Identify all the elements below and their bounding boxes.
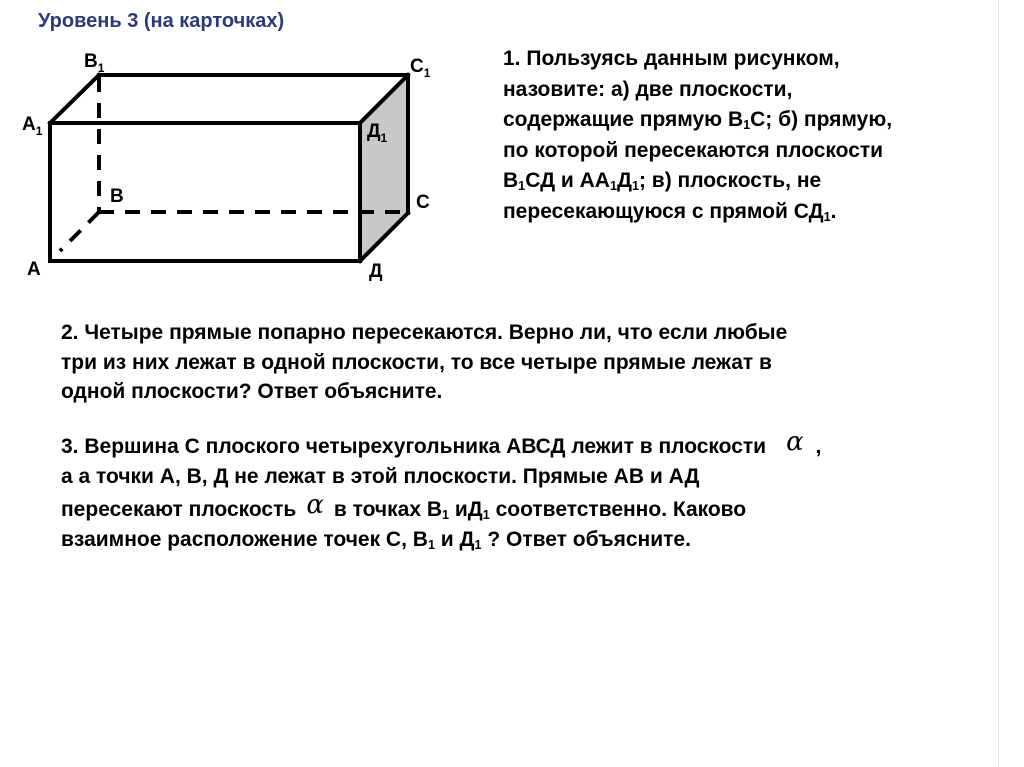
slide-edge-divider: [998, 0, 999, 767]
vertex-label-b1: $B_1$: [84, 51, 105, 75]
task-2-line: 2. Четыре прямые попарно пересекаются. Верно ли, что если любые: [61, 321, 788, 344]
task-1-line: назовите: а) две плоскости,: [503, 77, 793, 101]
vertex-label-c: C: [416, 192, 430, 213]
vertex-label-b: B: [110, 186, 124, 207]
task-1-line: 1. Пользуясь данным рисунком,: [503, 47, 840, 70]
task-2-line: одной плоскости? Ответ объясните.: [61, 380, 443, 403]
hidden-edges: [60, 77, 405, 251]
task-3-text: [61, 428, 822, 554]
visible-edges: [50, 75, 408, 261]
task-2-line: три из них лежат в одной плоскости, то все четыре прямые лежат в: [61, 350, 772, 374]
vertex-label-d1: $Д_1$: [367, 121, 388, 145]
task-3-line: 3. Вершина С плоского четырехугольника АВСД лежит в плоскости α ,: [61, 427, 822, 458]
task-3-line: пересекают плоскость α в точках $В_1$ $иД_1$ соответственно. Каково: [61, 490, 747, 523]
task-1-text: [503, 44, 892, 227]
vertex-label-a: A: [27, 259, 41, 280]
edge-ab: [60, 212, 99, 251]
vertex-label-d: Д: [369, 261, 383, 282]
vertex-label-c1: $C_1$: [410, 56, 431, 80]
vertex-label-a1: $A_1$: [22, 114, 43, 138]
parallelepiped-figure: [0, 0, 460, 300]
alpha-symbol: α: [786, 427, 804, 457]
task-1-line: содержащие прямую $B_1C$; б) прямую,: [503, 108, 893, 133]
shaded-face-cc1d1d: [360, 75, 408, 261]
task-1-line: по которой пересекаются плоскости: [503, 138, 884, 162]
task-1-line: $B_1СД$ и $АА_1Д_1$; в) плоскость, не: [503, 169, 822, 194]
task-1-line: пересекающуюся с прямой $СД_1$.: [503, 199, 837, 224]
alpha-symbol: α: [306, 490, 324, 520]
task-3-line: а а точки А, В, Д не лежат в этой плоскости. Прямые АВ и АД: [61, 464, 700, 488]
task-2-text: [61, 318, 787, 407]
task-3-line: взаимное расположение точек С, $В_1$ и $Д_1$ ? Ответ объясните.: [61, 527, 691, 552]
front-face: [50, 123, 360, 261]
page-title: Уровень 3 (на карточках): [38, 10, 285, 32]
edge-a1b1: [50, 75, 99, 123]
